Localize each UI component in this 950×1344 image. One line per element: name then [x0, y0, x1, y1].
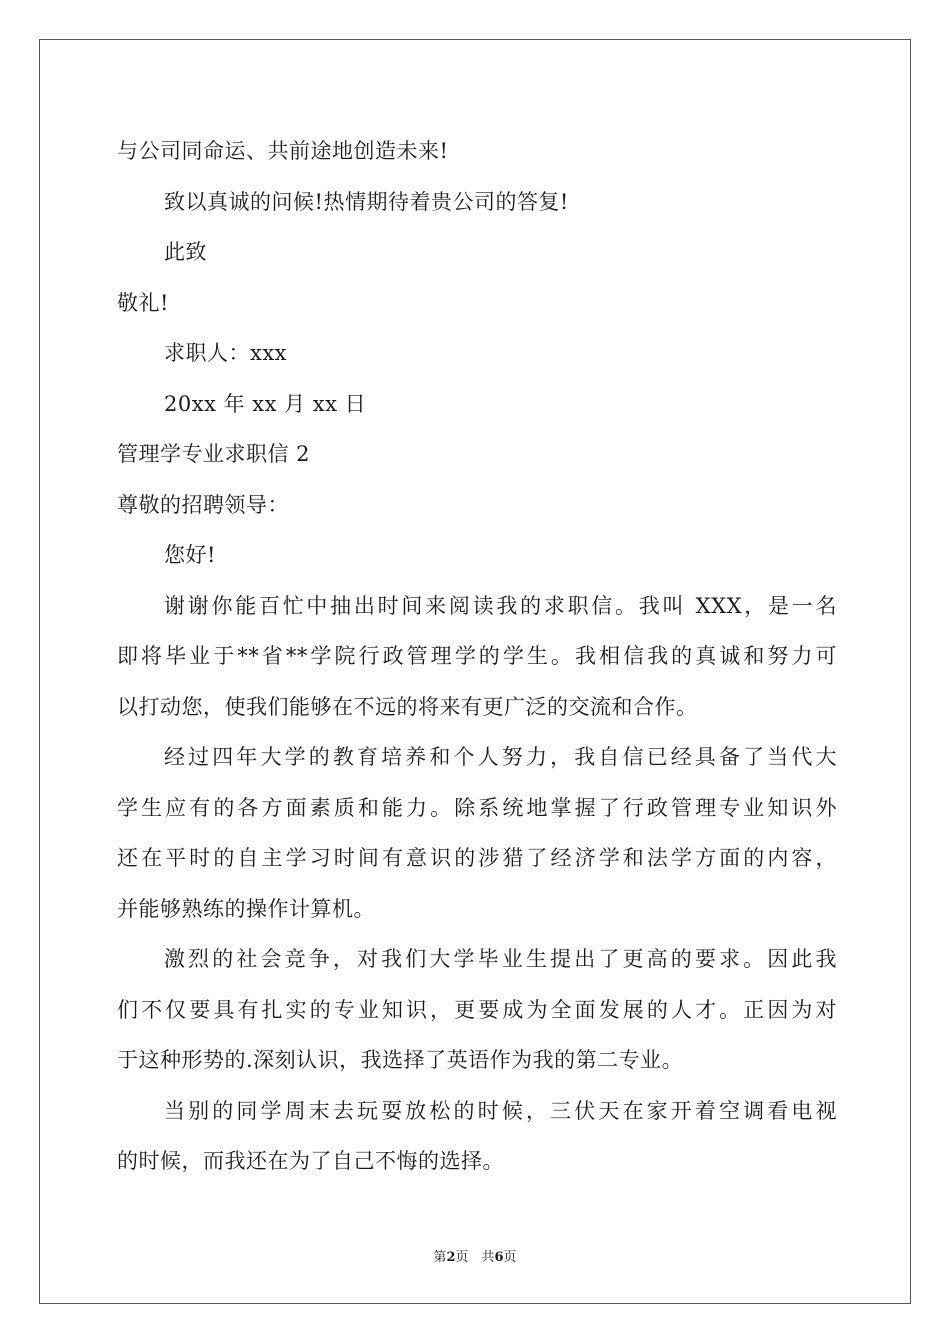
text-line: 求职人：xxx	[164, 341, 288, 365]
text-line: 尊敬的招聘领导：	[117, 492, 289, 517]
text-line: 还在平时的自主学习时间有意识的涉猎了经济学和法学方面的内容，	[117, 846, 837, 870]
text-line: 们不仅要具有扎实的专业知识，更要成为全面发展的人才。正因为对	[117, 997, 837, 1022]
text-line: 致以真诚的问候!热情期待着贵公司的答复!	[164, 189, 569, 214]
text-line: 的时候，而我还在为了自己不悔的选择。	[117, 1149, 504, 1173]
text-line: 即将毕业于**省**学院行政管理学的学生。我相信我的真诚和努力可	[117, 644, 837, 668]
text-line: 经过四年大学的教育培养和个人努力，我自信已经具备了当代大	[164, 745, 837, 769]
text-line: 谢谢你能百忙中抽出时间来阅读我的求职信。我叫 XXX，是一名	[164, 593, 837, 618]
total-page-count: 6	[494, 1250, 504, 1265]
footer-suffix: 页	[503, 1250, 517, 1265]
text-line: 20xx 年 xx 月 xx 日	[164, 391, 367, 416]
page-footer	[0, 1246, 950, 1265]
footer-prefix: 第	[433, 1250, 447, 1265]
text-line: 您好!	[164, 543, 216, 567]
text-line: 激烈的社会竞争，对我们大学毕业生提出了更高的要求。因此我	[164, 947, 837, 971]
document-body	[117, 126, 837, 1187]
text-line: 此致	[164, 240, 207, 264]
text-line: 以打动您，使我们能够在不远的将来有更广泛的交流和合作。	[117, 694, 698, 719]
text-line: 敬礼!	[117, 290, 169, 315]
text-line: 于这种形势的.深刻认识，我选择了英语作为我的第二专业。	[117, 1048, 684, 1072]
text-line: 与公司同命运、共前途地创造未来!	[117, 139, 449, 163]
text-line: 并能够熟练的操作计算机。	[117, 896, 375, 921]
text-line: 学生应有的各方面素质和能力。除系统地掌握了行政管理专业知识外	[117, 795, 837, 820]
footer-middle: 页 共	[455, 1250, 495, 1265]
text-line: 管理学专业求职信 2	[117, 442, 311, 466]
current-page-number: 2	[446, 1250, 456, 1265]
text-line: 当别的同学周末去玩耍放松的时候，三伏天在家开着空调看电视	[164, 1098, 837, 1123]
